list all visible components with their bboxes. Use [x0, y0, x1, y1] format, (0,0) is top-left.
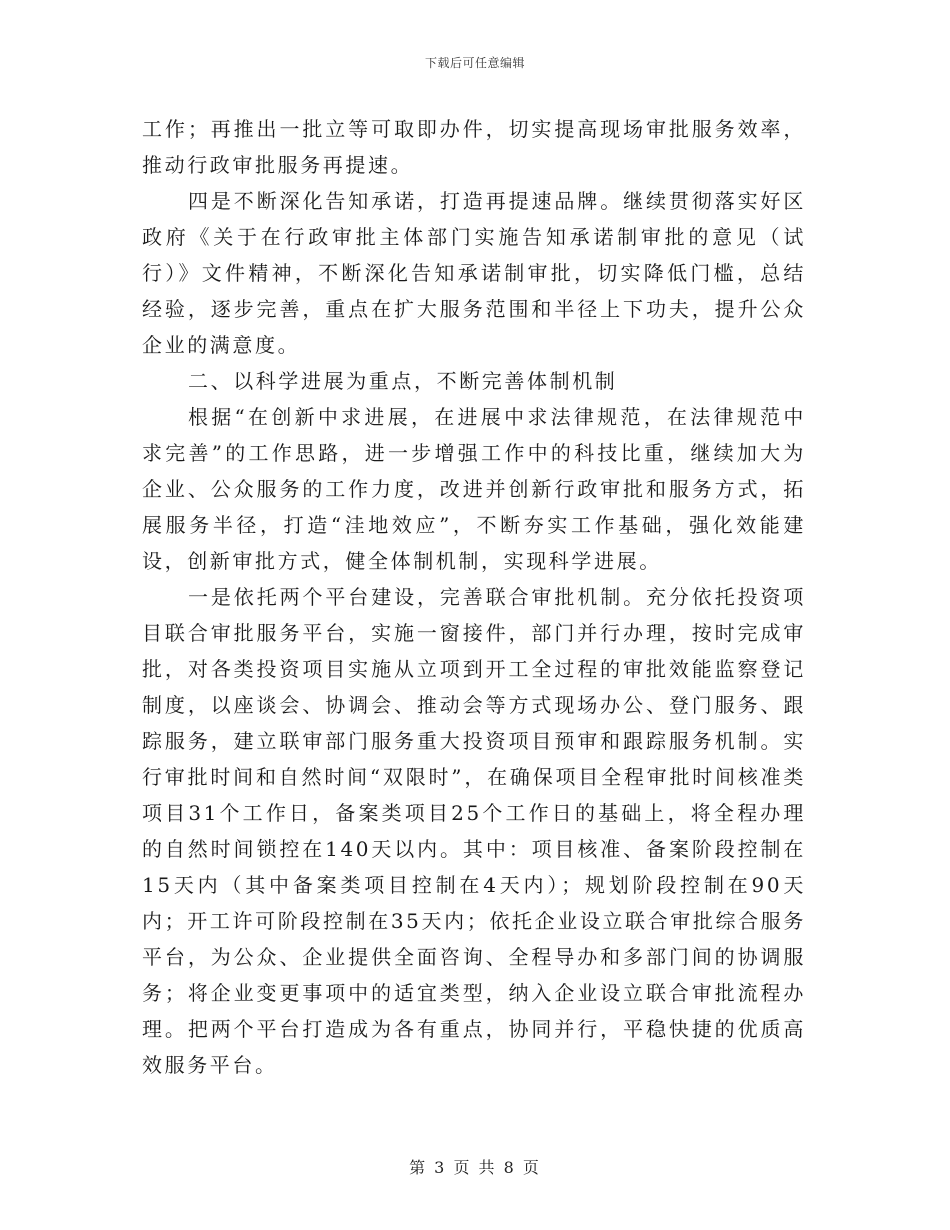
page-number: 第 3 页 共 8 页: [409, 1158, 541, 1177]
paragraph: 四是不断深化告知承诺，打造再提速品牌。继续贯彻落实好区政府《关于在行政审批主体部门实施告知承诺制审批的意见（试行）》文件精神，不断深化告知承诺制审批，切实降低门槛，总结经验，逐步完善，重点在扩大服务范围和半径上下功夫，提升公众企业的满意度。: [142, 189, 806, 357]
section-heading: 二、以科学进展为重点，不断完善体制机制: [188, 369, 618, 393]
paragraph: 一是依托两个平台建设，完善联合审批机制。充分依托投资项目联合审批服务平台，实施一窗接件，部门并行办理，按时完成审批，对各类投资项目实施从立项到开工全过程的审批效能监察登记制度，以座谈会、协调会、推动会等方式现场办公、登门服务、跟踪服务，建立联审部门服务重大投资项目预审和跟踪服务机制。实行审批时间和自然时间“双限时”，在确保项目全程审批时间核准类项目31个工作日，备案类项目25个工作日的基础上，将全程办理的自然时间锁控在140天以内。其中：项目核准、备案阶段控制在15天内（其中备案类项目控制在4天内）；规划阶段控制在90天内；开工许可阶段控制在35天内；依托企业设立联合审批综合服务平台，为公众、企业提供全面咨询、全程导办和多部门间的协调服务；将企业变更事项中的适宜类型，纳入企业设立联合审批流程办理。把两个平台打造成为各有重点，协同并行，平稳快捷的优质高效服务平台。: [142, 585, 806, 1077]
document-body: [142, 111, 806, 1083]
page-header: 下载后可任意编辑: [424, 56, 525, 70]
paragraph: 根据“在创新中求进展，在进展中求法律规范，在法律规范中求完善”的工作思路，进一步增强工作中的科技比重，继续加大为企业、公众服务的工作力度，改进并创新行政审批和服务方式，拓展服务半径，打造“洼地效应”，不断夯实工作基础，强化效能建设，创新审批方式，健全体制机制，实现科学进展。: [142, 405, 806, 573]
paragraph: 工作；再推出一批立等可取即办件，切实提高现场审批服务效率，推动行政审批服务再提速。: [142, 117, 806, 177]
